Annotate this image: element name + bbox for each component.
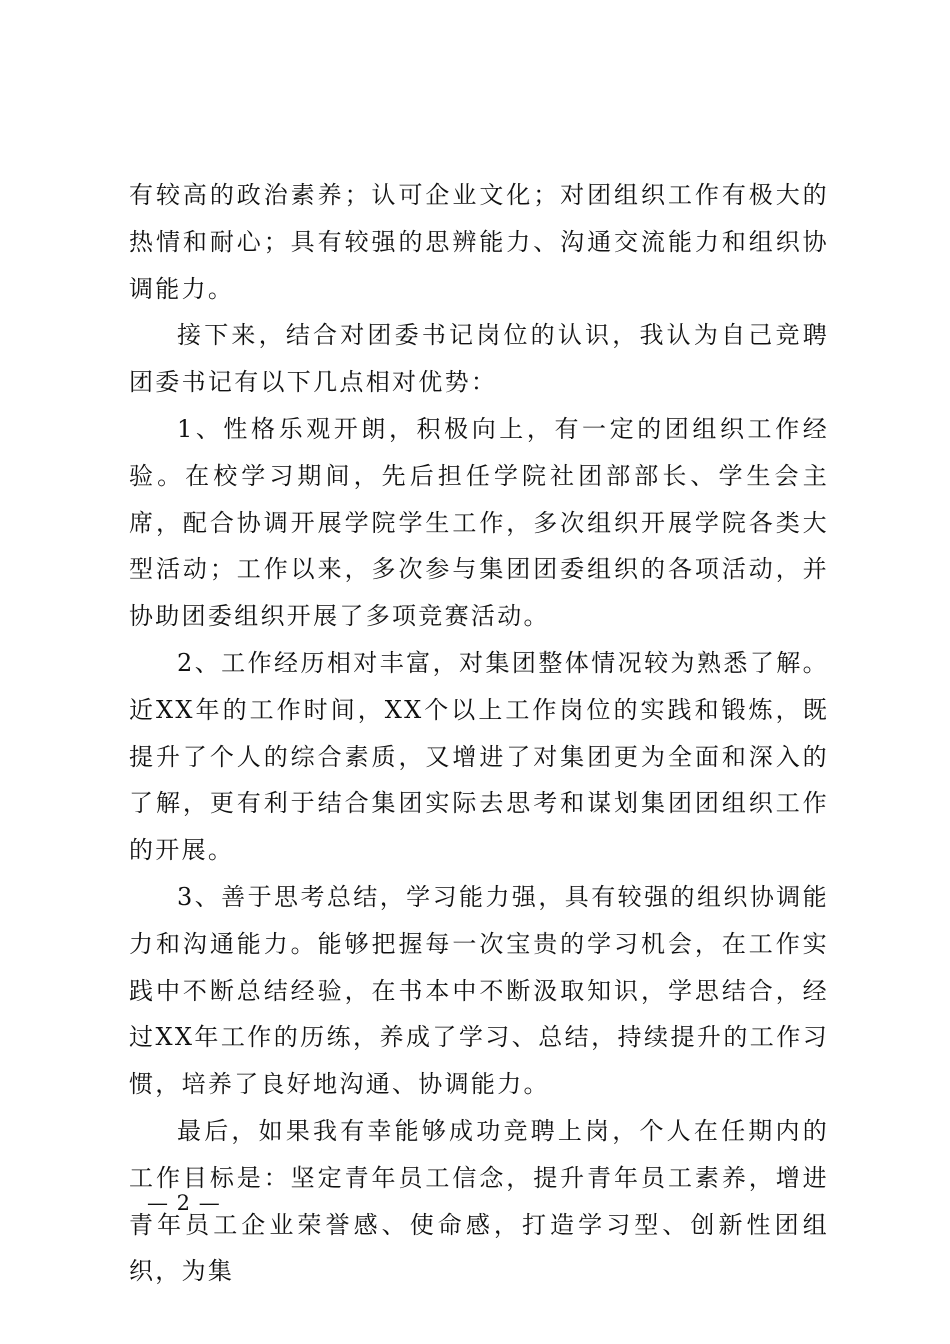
- page-number: — 2 —: [147, 1191, 221, 1215]
- paragraph-advantage-1: 1、性格乐观开朗，积极向上，有一定的团组织工作经验。在校学习期间，先后担任学院社团部部长、学生会主席，配合协调开展学院学生工作，多次组织开展学院各类大型活动；工作以来，多次参与集团团委组织的各项活动，并协助团委组织开展了多项竞赛活动。: [129, 414, 829, 631]
- document-body: [129, 172, 829, 1295]
- paragraph-advantage-2: 2、工作经历相对丰富，对集团整体情况较为熟悉了解。近XX年的工作时间，XX个以上工作岗位的实践和锻炼，既提升了个人的综合素质，又增进了对集团更为全面和深入的了解，更有利于结合集团实际去思考和谋划集团团组织工作的开展。: [129, 648, 829, 865]
- paragraph-advantages-intro: 接下来，结合对团委书记岗位的认识，我认为自己竞聘团委书记有以下几点相对优势：: [129, 321, 829, 397]
- paragraph-qualities-continued: 有较高的政治素养；认可企业文化；对团组织工作有极大的热情和耐心；具有较强的思辨能力、沟通交流能力和组织协调能力。: [129, 181, 829, 303]
- paragraph-advantage-3: 3、善于思考总结，学习能力强，具有较强的组织协调能力和沟通能力。能够把握每一次宝贵的学习机会，在工作实践中不断总结经验，在书本中不断汲取知识，学思结合，经过XX年工作的历练，养成了学习、总结，持续提升的工作习惯，培养了良好地沟通、协调能力。: [129, 882, 829, 1099]
- paragraph-work-goals: 最后，如果我有幸能够成功竞聘上岗，个人在任期内的工作目标是：坚定青年员工信念，提升青年员工素养，增进青年员工企业荣誉感、使命感，打造学习型、创新性团组织，为集: [129, 1116, 829, 1286]
